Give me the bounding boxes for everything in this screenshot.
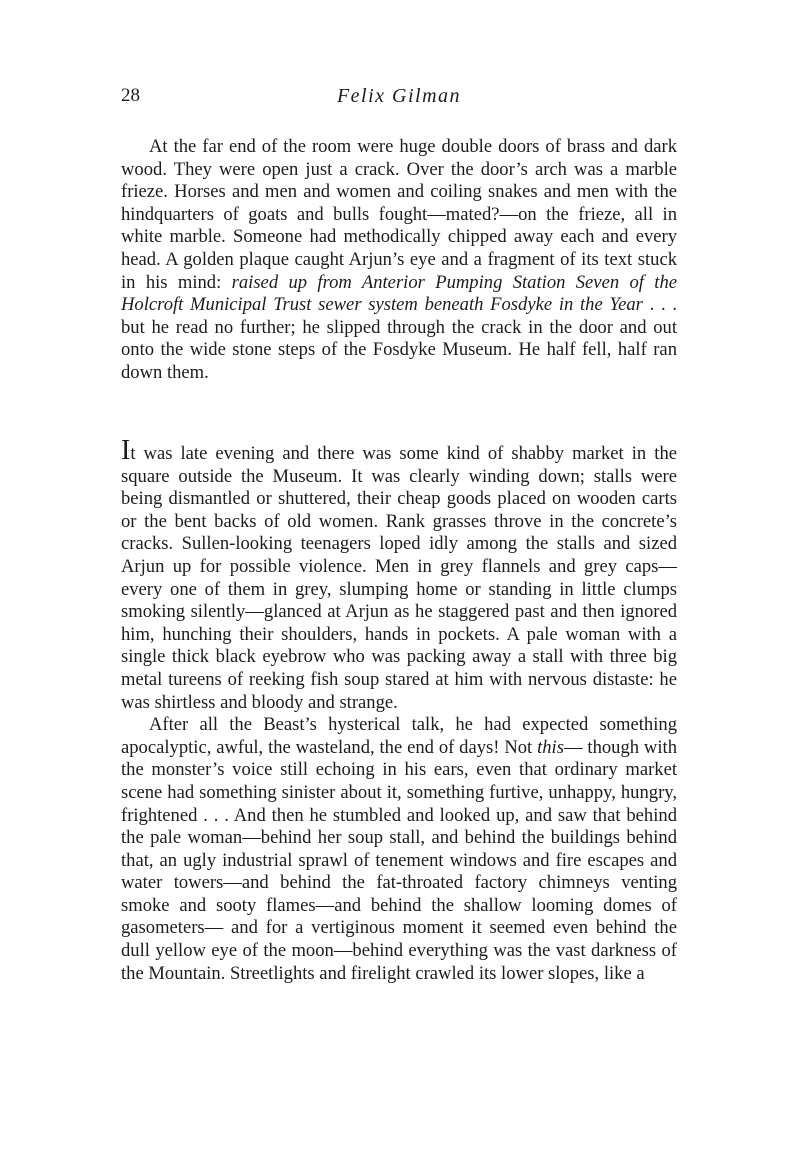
plaque-inscription: raised up from Anterior Pumping Station Seven of the Holcroft Municipal Trust sewer system beneath Fosdyke in the Year: [121, 271, 678, 316]
text-section-one: [121, 136, 677, 385]
emphasis-text: this: [537, 736, 564, 758]
page-header: [121, 84, 677, 110]
paragraph-text: At the far end of the room were huge double doors of brass and dark wood. They were open just a crack. Over the door’s arch was a marble frieze. Horses and men and women and coiling snakes and men with the hindquarters of goats and bulls fought—mated?—on the frieze, all in white marble. Someone had methodically chipped away each and every head. A golden plaque caught Arjun’s eye and a fragment of its text stuck in his mind:: [121, 136, 677, 293]
paragraph: [121, 136, 677, 385]
text-section-two: [121, 435, 677, 985]
paragraph-text: . . . but he read no further; he slipped through the crack in the door and out onto the wide stone steps of the Fosdyke Museum. He half fell, half ran down them.: [121, 294, 677, 383]
paragraph-text: — though with the monster’s voice still echoing in his ears, even that ordinary market scene had something sinister about it, something furtive, unhappy, hungry, frightened . . . And then he stumbled and looked up, and saw that behind the pale woman—behind her soup stall, and behind the buildings behind that, an ugly industrial sprawl of tenement windows and fire escapes and water towers—and behind the fat-throated factory chimneys venting smoke and sooty flames—and behind the shallow looming domes of gasometers— and for a vertiginous moment it seemed even behind the dull yellow eye of the moon—behind everything was the vast darkness of the Mountain. Streetlights and firelight crawled its lower slopes, like a: [121, 736, 677, 984]
running-head: Felix Gilman: [336, 85, 462, 107]
paragraph-text: After all the Beast’s hysterical talk, he had expected something apocalyptic, awful, the wasteland, the end of days! Not: [121, 714, 677, 758]
paragraph: [121, 714, 677, 985]
page-number: 28: [121, 85, 140, 106]
opening-paragraph: [121, 435, 677, 714]
paragraph-text: t was late evening and there was some kind of shabby market in the square outside the Museum. It was clearly winding down; stalls were being dismantled or shuttered, their cheap goods placed on wooden carts or the bent backs of old women. Rank grasses throve in the concrete’s cracks. Sullen-looking teenagers loped idly among the stalls and sized Arjun up for possible violence. Men in grey flannels and grey caps—every one of them in grey, slumping home or standing in little clumps smoking silently—glanced at Arjun as he staggered past and then ignored him, hunching their shoulders, hands in pockets. A pale woman with a single thick black eyebrow who was packing away a stall with three big metal tureens of reeking fish soup stared at him with nervous distaste: he was shirtless and bloody and strange.: [121, 443, 677, 713]
drop-cap: I: [121, 435, 131, 466]
